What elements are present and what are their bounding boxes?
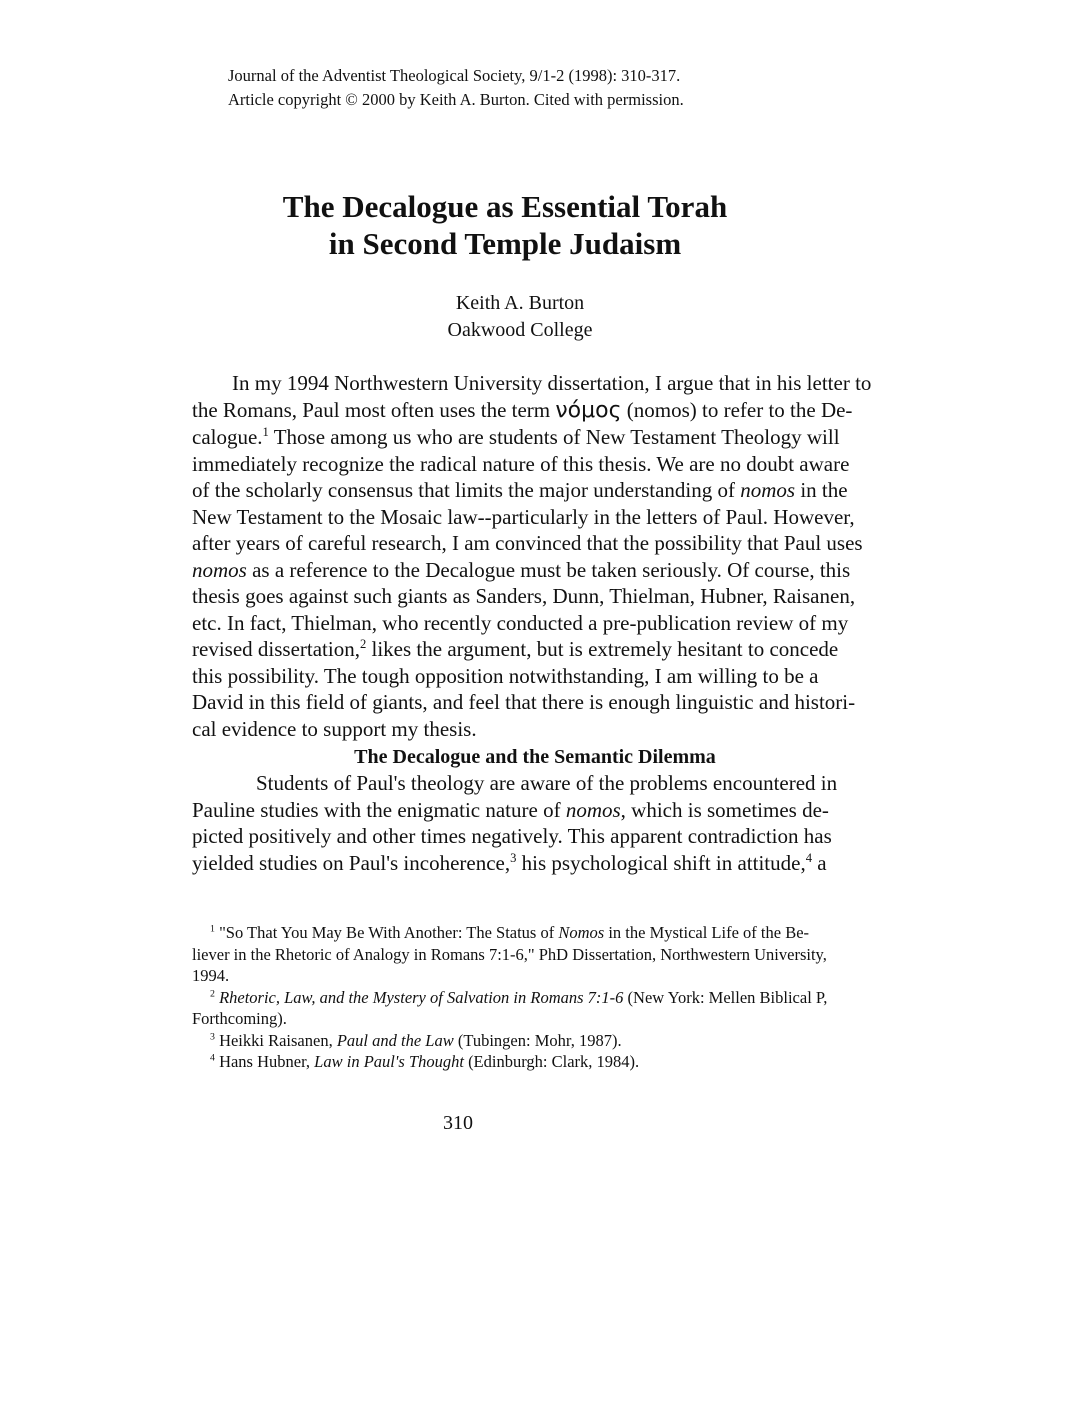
footnotes xyxy=(192,922,962,1073)
text-line: of the scholarly consensus that limits the major understanding of nomos in the xyxy=(192,478,848,502)
footnote-2-cont: Forthcoming). xyxy=(192,1009,287,1028)
footnote-ref-1: 1 xyxy=(262,425,269,439)
text-line: In my 1994 Northwestern University dissertation, I argue that in his letter to xyxy=(232,371,872,395)
author-block xyxy=(0,290,1040,344)
journal-citation-header xyxy=(228,64,684,112)
section-paragraph xyxy=(192,770,952,876)
header-line-2: Article copyright © 2000 by Keith A. Burton. Cited with permission. xyxy=(228,90,684,109)
text-line: picted positively and other times negatively. This apparent contradiction has xyxy=(192,824,832,848)
footnote-ref-2: 2 xyxy=(359,637,367,651)
text-line: calogue.$^1$ Those among us who are students of New Testament Theology will xyxy=(192,425,840,449)
section-heading: The Decalogue and the Semantic Dilemma xyxy=(354,746,716,768)
text-line: Students of Paul's theology are aware of the problems encountered in xyxy=(256,771,838,795)
article-title xyxy=(0,188,1010,262)
text-line: thesis goes against such giants as Sanders, Dunn, Thielman, Hubner, Raisanen, xyxy=(192,584,856,608)
author-name: Keith A. Burton xyxy=(455,292,585,314)
header-line-1: Journal of the Adventist Theological Society, 9/1-2 (1998): 310-317. xyxy=(228,66,681,85)
text-line: after years of careful research, I am convinced that the possibility that Paul uses xyxy=(192,531,863,555)
footnote-ref-4: 4 xyxy=(805,850,813,865)
footnote-ref-3: 3 xyxy=(510,850,517,865)
text-line: this possibility. The tough opposition notwithstanding, I am willing to be a xyxy=(192,663,819,688)
text-line: yielded studies on Paul's incoherence,$^3$ his psychological shift in attitude,$^4$ a xyxy=(192,850,827,875)
text-line: New Testament to the Mosaic law--particularly in the letters of Paul. However, xyxy=(192,504,855,529)
text-line: etc. In fact, Thielman, who recently conducted a pre-publication review of my xyxy=(192,610,849,635)
footnote-1: $^1$ "So That You May Be With Another: The Status of Nomos in the Mystical Life of the Be- xyxy=(210,923,810,942)
text-line: immediately recognize the radical nature of this thesis. We are no doubt aware xyxy=(192,451,850,476)
intro-paragraph xyxy=(192,370,952,742)
text-line: revised dissertation,$^2$ likes the argument, but is extremely hesitant to concede xyxy=(192,637,839,661)
footnote-4: $^4$ Hans Hubner, Law in Paul's Thought (Edinburgh: Clark, 1984). xyxy=(210,1052,640,1071)
footnote-1-cont: 1994. xyxy=(192,966,230,985)
greek-term: νόμος xyxy=(555,397,622,423)
footnote-2: $^2$ Rhetoric, Law, and the Mystery of Salvation in Romans 7:1-6 (New York: Mellen Biblical P, xyxy=(210,987,828,1007)
footnote-3: $^3$ Heikki Raisanen, Paul and the Law (Tubingen: Mohr, 1987). xyxy=(210,1030,622,1050)
text-line: cal evidence to support my thesis. xyxy=(192,716,477,741)
text-line: nomos as a reference to the Decalogue must be taken seriously. Of course, this xyxy=(192,557,851,582)
text-line: the Romans, Paul most often uses the term νόμος (nomos) to refer to the De- xyxy=(192,397,853,423)
author-affiliation: Oakwood College xyxy=(447,319,593,341)
text-line: David in this field of giants, and feel that there is enough linguistic and histori- xyxy=(192,690,856,714)
text-line: Pauline studies with the enigmatic nature of nomos, which is sometimes de- xyxy=(192,797,829,822)
page-number: 310 xyxy=(443,1112,473,1134)
title-line-1: The Decalogue as Essential Torah xyxy=(282,189,728,224)
footnote-1-cont: liever in the Rhetoric of Analogy in Romans 7:1-6," PhD Dissertation, Northwestern University, xyxy=(192,944,827,964)
title-line-2: in Second Temple Judaism xyxy=(328,226,682,261)
